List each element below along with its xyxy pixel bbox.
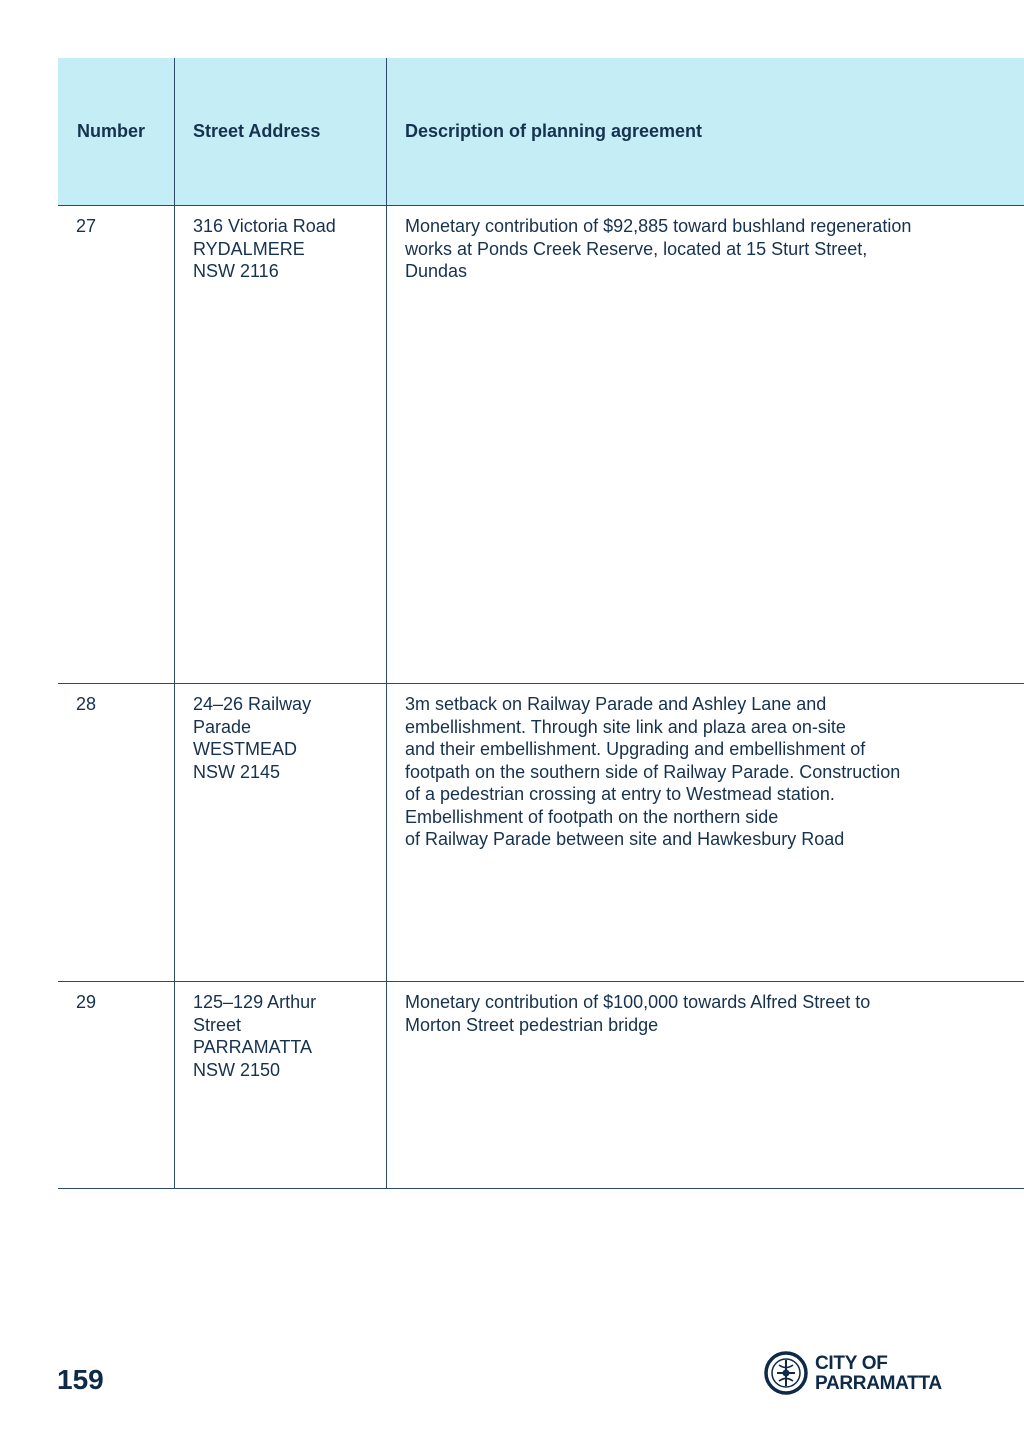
planning-agreements-table — [58, 58, 1024, 1189]
address-line: 316 Victoria Road — [193, 216, 336, 236]
address-line: Parade — [193, 716, 252, 737]
header-number: Number — [58, 58, 175, 205]
row-street-address — [175, 684, 387, 981]
logo-line-1: CITY OF — [815, 1353, 888, 1374]
description-line: Monetary contribution of $92,885 toward bushland regeneration — [405, 216, 912, 236]
address-line: 125–129 Arthur — [193, 992, 317, 1012]
row-street-address — [175, 206, 387, 683]
header-description: Description of planning agreement — [405, 121, 703, 142]
page-number: 159 — [57, 1364, 104, 1395]
description-line: 3m setback on Railway Parade and Ashley Lane and — [405, 694, 827, 714]
row-number: 28 — [58, 684, 175, 981]
description-line: works at Ponds Creek Reserve, located at 15 Sturt Street, — [405, 238, 868, 259]
description-line: Embellishment of footpath on the northern side — [405, 806, 779, 827]
address-line: Street — [193, 1014, 242, 1035]
table-row — [58, 206, 1024, 684]
address-line: RYDALMERE — [193, 238, 305, 259]
address-line: PARRAMATTA — [193, 1037, 313, 1057]
address-line: NSW 2116 — [193, 261, 279, 281]
description-line: Monetary contribution of $100,000 towards Alfred Street to — [405, 992, 871, 1012]
row-number: 27 — [58, 206, 175, 683]
description-line: embellishment. Through site link and plaza area on-site — [405, 716, 846, 737]
row-description — [387, 982, 1024, 1188]
row-number: 29 — [58, 982, 175, 1188]
address-line: 24–26 Railway — [193, 694, 312, 714]
header-street-address: Street Address — [175, 58, 387, 205]
row-description — [387, 684, 1024, 981]
description-line: Morton Street pedestrian bridge — [405, 1014, 659, 1035]
address-line: NSW 2150 — [193, 1059, 281, 1080]
table-row — [58, 982, 1024, 1189]
address-line: NSW 2145 — [193, 761, 281, 782]
address-line: WESTMEAD — [193, 739, 298, 759]
description-line: footpath on the southern side of Railway Parade. Construction — [405, 761, 901, 782]
city-of-parramatta-logo — [764, 1351, 964, 1397]
description-line: of Railway Parade between site and Hawkesbury Road — [405, 829, 845, 849]
row-street-address — [175, 982, 387, 1188]
logo-wordmark — [815, 1354, 942, 1394]
description-line: and their embellishment. Upgrading and embellishment of — [405, 739, 866, 759]
table-header-row — [58, 58, 1024, 206]
city-crest-icon — [764, 1351, 808, 1395]
table-row — [58, 684, 1024, 982]
row-description — [387, 206, 1024, 683]
description-line: of a pedestrian crossing at entry to Westmead station. — [405, 784, 835, 804]
logo-line-2: PARRAMATTA — [815, 1373, 942, 1394]
description-line: Dundas — [405, 261, 468, 281]
